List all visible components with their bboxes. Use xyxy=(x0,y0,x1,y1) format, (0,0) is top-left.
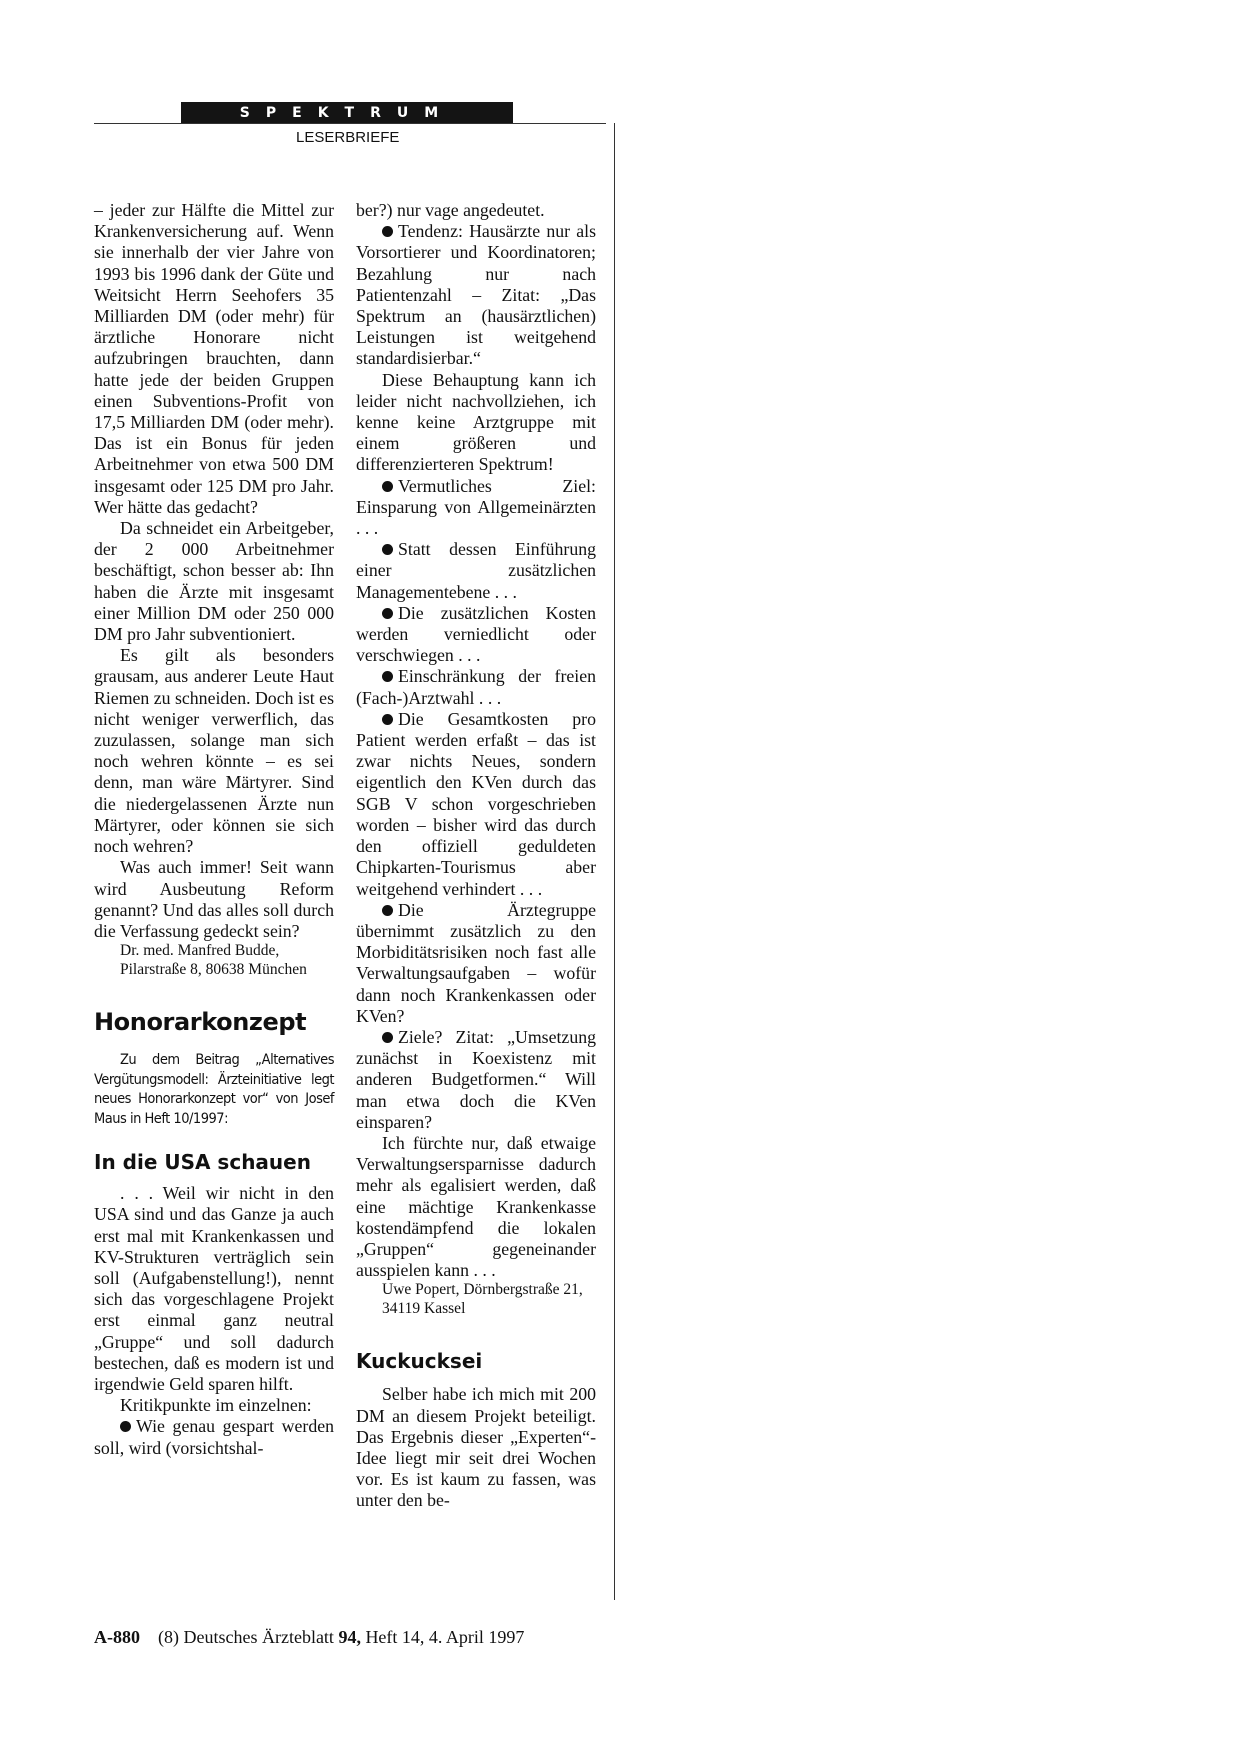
paragraph: . . . Weil wir nicht in den USA sind und das Ganze ja auch erst mal mit Krankenkassen und KV-Strukturen verträglich sein soll (Aufgabenstellung!), nennt sich das vorgeschlagene Projekt erst einmal ganz neutral „Gruppe“ und soll dadurch bestechen, daß es modern ist und irgendwie Geld sparen hilft. xyxy=(94,1183,334,1394)
section-label: LESERBRIEFE xyxy=(296,129,400,146)
bullet-item: Einschränkung der freien (Fach-)Arztwahl . . . xyxy=(356,666,596,708)
bullet-icon xyxy=(382,1032,393,1043)
column-rule xyxy=(614,123,615,1600)
paragraph: Was auch immer! Seit wann wird Ausbeutung Reform genannt? Und das alles soll durch die Verfassung gedeckt sein? xyxy=(94,857,334,941)
bullet-icon xyxy=(382,671,393,682)
bullet-icon xyxy=(382,481,393,492)
paragraph: Diese Behauptung kann ich leider nicht nachvollziehen, ich kenne keine Arztgruppe mit einem größeren und differenzierteren Spektrum! xyxy=(356,369,596,475)
paragraph: – jeder zur Hälfte die Mittel zur Krankenversicherung auf. Wenn sie innerhalb der vier Jahre von 1993 bis 1996 dank der Güte und Weitsicht Herrn Seehofers 35 Milliarden DM (oder mehr) für ärztliche Honorare nicht aufzubringen brauchten, dann hatte jede der beiden Gruppen einen Subventions-Profit von 17,5 Milliarden DM (oder mehr). Das ist ein Bonus für jeden Arbeitnehmer von etwa 500 DM insgesamt oder 125 DM pro Jahr. Wer hätte das gedacht? xyxy=(94,200,334,517)
bullet-item: Die Ärztegruppe übernimmt zusätzlich zu den Morbiditätsrisiken noch fast alle Verwaltungsaufgaben – wofür dann noch Krankenkassen oder KVen? xyxy=(356,899,596,1026)
bullet-item: Ziele? Zitat: „Umsetzung zunächst in Koexistenz mit anderen Budgetformen.“ Will man etwa doch die KVen einsparen? xyxy=(356,1026,596,1132)
volume-number: 94, xyxy=(338,1627,361,1647)
bullet-icon xyxy=(120,1421,131,1432)
bullet-icon xyxy=(382,714,393,725)
paragraph: Ich fürchte nur, daß etwaige Verwaltungsersparnisse dadurch mehr als egalisiert werden, daß eine mächtige Krankenkasse kostendämpfend die lokalen „Gruppen“ gegeneinander ausspielen kann . . . xyxy=(356,1132,596,1281)
bullet-item: Statt dessen Einführung einer zusätzlichen Managementebene . . . xyxy=(356,539,596,602)
letter-signature: Dr. med. Manfred Budde, Pilarstraße 8, 80638 München xyxy=(120,942,307,978)
bullet-item: Die Gesamtkosten pro Patient werden erfaßt – das ist zwar nichts Neues, sondern eigentlich den KVen durch das SGB V schon vorgeschrieben worden – bisher wird das durch den offiziell geduldeten Chipkarten-Tourismus aber weitgehend verhindert . . . xyxy=(356,708,596,899)
letter-title: In die USA schauen xyxy=(94,1150,311,1175)
paragraph: Selber habe ich mich mit 200 DM an diesem Projekt beteiligt. Das Ergebnis dieser „Experten“-Idee liegt mir seit drei Wochen vor. Es ist kaum zu fassen, was unter den be- xyxy=(356,1384,596,1511)
bullet-item: Die zusätzlichen Kosten werden verniedlicht oder verschwiegen . . . xyxy=(356,602,596,666)
page-number: A-880 xyxy=(94,1627,140,1647)
journal-reference: (8) Deutsches Ärzteblatt xyxy=(158,1627,334,1647)
bullet-icon xyxy=(382,226,393,237)
bullet-item: Wie genau gespart werden soll, wird (vorsichtshal- xyxy=(94,1416,334,1458)
paragraph: ber?) nur vage angedeutet. xyxy=(356,200,545,220)
bullet-icon xyxy=(382,905,393,916)
bullet-item: Tendenz: Hausärzte nur als Vorsortierer und Koordinatoren; Bezahlung nur nach Patientenzahl – Zitat: „Das Spektrum an (hausärztlichen) Leistungen ist weitgehend standardisierbar.“ xyxy=(356,221,596,369)
issue-date: Heft 14, 4. April 1997 xyxy=(365,1627,525,1647)
spektrum-label: SPEKTRUM xyxy=(239,105,455,121)
header-rule xyxy=(94,123,606,124)
bullet-icon xyxy=(382,544,393,555)
topic-heading: Honorarkonzept xyxy=(94,1008,307,1037)
paragraph: Es gilt als besonders grausam, aus anderer Leute Haut Riemen zu schneiden. Doch ist es nicht weniger verwerflich, das zuzulassen, solange man sich noch wehren könnte – es sei denn, man wäre Märtyrer. Sind die niedergelassenen Ärzte nun Märtyrer, oder können sie sich noch wehren? xyxy=(94,645,334,857)
paragraph: Kritikpunkte im einzelnen: xyxy=(120,1395,312,1416)
paragraph: Da schneidet ein Arbeitgeber, der 2 000 Arbeitnehmer beschäftigt, schon besser ab: Ihn haben die Ärzte mit insgesamt einer Million DM oder 250 000 DM pro Jahr subventioniert. xyxy=(94,518,334,645)
letter-signature: Uwe Popert, Dörnbergstraße 21, 34119 Kassel xyxy=(382,1281,583,1317)
letter-title: Kuckucksei xyxy=(356,1349,483,1374)
column-left xyxy=(94,200,334,1459)
bullet-icon xyxy=(382,608,393,619)
bullet-item: Vermutliches Ziel: Einsparung von Allgemeinärzten . . . xyxy=(356,475,596,539)
page-footer xyxy=(94,1627,524,1648)
article-reference: Zu dem Beitrag „Alternatives Vergütungsmodell: Ärzteinitiative legt neues Honorarkonzept vor“ von Josef Maus in Heft 10/1997: xyxy=(94,1052,334,1127)
column-right xyxy=(356,200,596,1512)
